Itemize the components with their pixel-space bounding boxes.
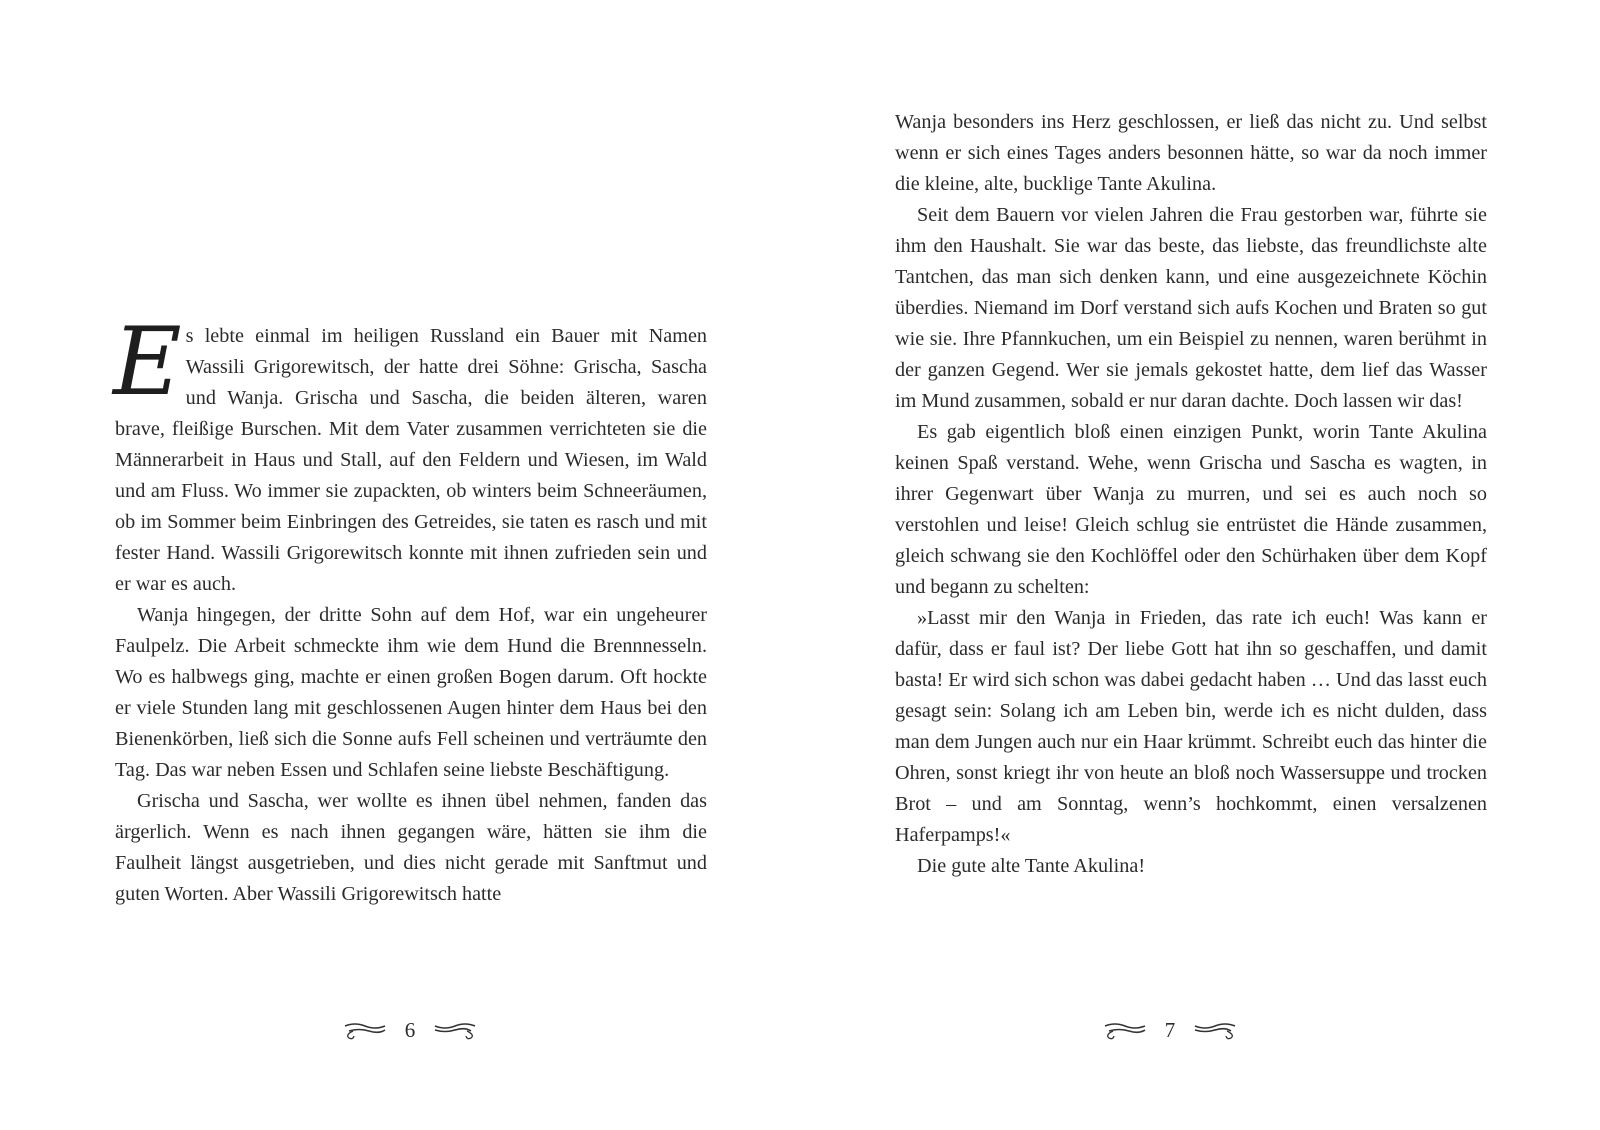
left-paragraph-3: Grischa und Sascha, wer wollte es ihnen übel nehmen, fanden das ärgerlich. Wenn es nach ihnen gegangen wäre, hätten sie ihm die Faulheit längst ausgetrieben, und dies nicht gerade mit Sanftmut und guten Worten. Aber Wassili Grigorewitsch hatte — [115, 790, 707, 905]
left-paragraph-1-text: s lebte einmal im heiligen Russland ein Bauer mit Namen Wassili Grigorewitsch, der hatte drei Söhne: Grischa, Sascha und Wanja. Grischa und Sascha, die beiden älteren, waren brave, fleißige Burschen. Mit dem Vater zusammen verrichteten sie die Männerarbeit in Haus und Stall, auf den Feldern und Wiesen, im Wald und am Fluss. Wo immer sie zupackten, ob winters beim Schneeräumen, ob im Sommer beim Einbringen des Getreides, sie taten es rasch und mit fester Hand. Wassili Grigorewitsch konnte mit ihnen zufrieden sein und er war es auch. — [115, 325, 707, 595]
left-flourish-icon — [343, 1017, 387, 1043]
right-text-block — [895, 107, 1487, 882]
right-paragraph-4: »Lasst mir den Wanja in Frieden, das rate ich euch! Was kann er dafür, dass er faul ist? Der liebe Gott hat ihn so geschaffen, und damit basta! Er wird sich schon was dabei gedacht haben … Und das lasst euch gesagt sein: Solang ich am Leben bin, werde ich es nicht dulden, dass man dem Jungen auch nur ein Haar krümmt. Schreibt euch das hinter die Ohren, sonst kriegt ihr von heute an bloß noch Wassersuppe und trocken Brot – und am Sonntag, wenn’s hochkommt, einen versalzenen Haferpamps!« — [895, 607, 1487, 846]
left-paragraph-1 — [113, 308, 707, 600]
left-page-folio — [340, 1010, 480, 1050]
right-flourish-icon — [433, 1017, 477, 1043]
right-paragraph-1: Wanja besonders ins Herz geschlossen, er ließ das nicht zu. Und selbst wenn er sich eines Tages anders besonnen hätte, so war da noch immer die kleine, alte, bucklige Tante Akulina. — [895, 111, 1487, 195]
page-number: 6 — [404, 1017, 416, 1042]
left-paragraph-2: Wanja hingegen, der dritte Sohn auf dem Hof, war ein ungeheurer Faulpelz. Die Arbeit schmeckte ihm wie dem Hund die Brennnesseln. Wo es halbwegs ging, machte er einen großen Bogen darum. Oft hockte er viele Stunden lang mit geschlossenen Augen hinter dem Haus bei den Bienenkörben, ließ sich die Sonne aufs Fell scheinen und verträumte den Tag. Das war neben Essen und Schlafen seine liebste Beschäftigung. — [115, 604, 707, 781]
right-paragraph-3: Es gab eigentlich bloß einen einzigen Punkt, worin Tante Akulina keinen Spaß verstand. Wehe, wenn Grischa und Sascha es wagten, in ihrer Gegenwart über Wanja zu murren, und sei es auch noch so verstohlen und leise! Gleich schlug sie entrüstet die Hände zusammen, gleich schwang sie den Kochlöffel oder den Schürhaken über dem Kopf und begann zu schelten: — [895, 421, 1487, 598]
page-number: 7 — [1164, 1017, 1176, 1042]
right-paragraph-2: Seit dem Bauern vor vielen Jahren die Frau gestorben war, führte sie ihm den Haushalt. Sie war das beste, das liebste, das freundlichste alte Tantchen, das man sich denken kann, und eine ausgezeichnete Köchin überdies. Niemand im Dorf verstand sich aufs Kochen und Braten so gut wie sie. Ihre Pfannkuchen, um ein Beispiel zu nennen, waren berühmt in der ganzen Gegend. Wer sie jemals gekostet hatte, dem lief das Wasser im Mund zusammen, sobald er nur daran dachte. Doch lassen wir das! — [895, 204, 1487, 412]
left-text-block — [113, 308, 707, 910]
right-paragraph-5: Die gute alte Tante Akulina! — [917, 855, 1146, 877]
left-flourish-icon — [1103, 1017, 1147, 1043]
right-page — [800, 0, 1600, 1130]
right-page-folio — [1100, 1010, 1240, 1050]
drop-cap: E — [113, 308, 182, 417]
right-flourish-icon — [1193, 1017, 1237, 1043]
